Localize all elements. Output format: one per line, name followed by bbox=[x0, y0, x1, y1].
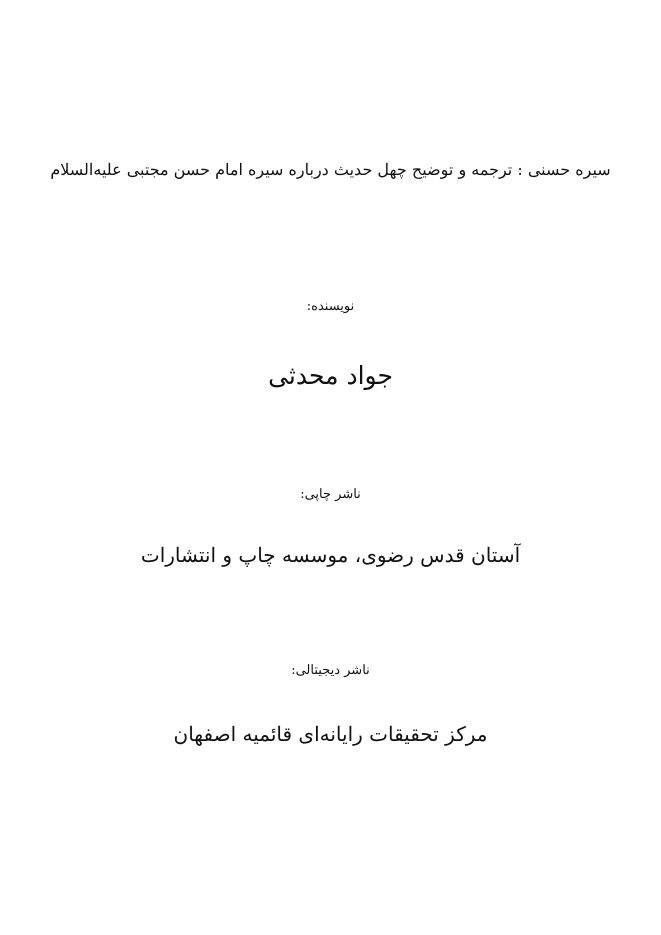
digital-publisher-label: ناشر دیجیتالی: bbox=[291, 663, 370, 678]
book-title: سیره حسنی : ترجمه و توضیح چهل حدیث درباره سیره امام حسن مجتبی علیه‌السلام bbox=[50, 160, 611, 179]
author-label: نویسنده: bbox=[306, 299, 355, 314]
author-name: جواد محدثی bbox=[268, 361, 393, 390]
print-publisher-name: آستان قدس رضوی، موسسه چاپ و انتشارات bbox=[140, 543, 521, 567]
print-publisher-label: ناشر چاپی: bbox=[300, 487, 361, 502]
digital-publisher-name: مرکز تحقیقات رایانه‌ای قائمیه اصفهان bbox=[173, 722, 488, 746]
